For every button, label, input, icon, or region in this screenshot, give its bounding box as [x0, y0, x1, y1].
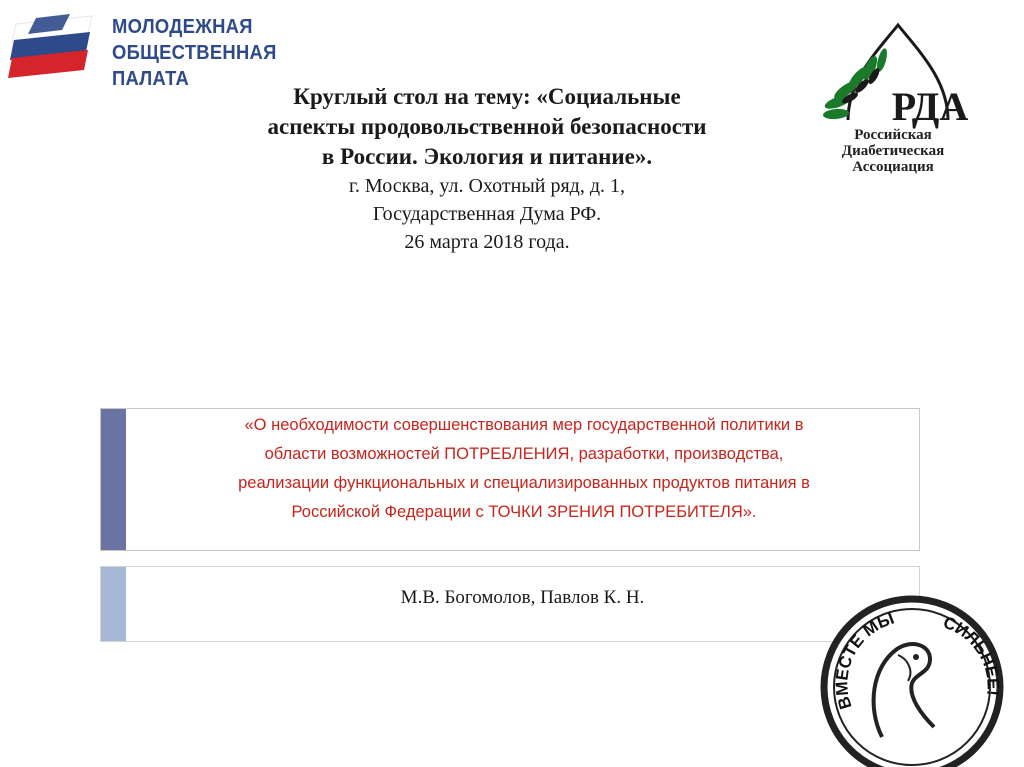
topic-accent-bar — [101, 409, 126, 550]
stamp-text-bottom: СИЛЬНЕЕ! — [940, 612, 1003, 697]
stamp-icon — [812, 587, 1008, 767]
title-line: Круглый стол на тему: «Социальные — [293, 84, 681, 109]
authors-accent-bar — [101, 567, 126, 641]
topic-text — [133, 411, 915, 527]
authors-box — [100, 566, 920, 642]
event-date: 26 марта 2018 года. — [404, 231, 570, 253]
stamp-text-top: ВМЕСТЕ МЫ — [832, 608, 897, 712]
rda-monogram: РДА — [891, 84, 969, 129]
rda-caption-line: Российская — [854, 127, 932, 143]
rda-caption — [818, 127, 968, 175]
topic-line: Российской Федерации с ТОЧКИ ЗРЕНИЯ ПОТРЕБИТЕЛЯ». — [291, 503, 757, 521]
title-line: в России. Экология и питание». — [321, 144, 653, 169]
rda-caption-line: Ассоциация — [852, 159, 934, 175]
org-logo-text — [112, 14, 277, 92]
title-line: аспекты продовольственной безопасности — [267, 114, 707, 139]
topic-box — [100, 408, 920, 551]
flag-logo-icon — [6, 12, 102, 82]
topic-line: области возможностей ПОТРЕБЛЕНИЯ, разработки, производства, — [264, 445, 784, 463]
org-logo-line: ОБЩЕСТВЕННАЯ — [112, 42, 277, 64]
org-logo-line: МОЛОДЕЖНАЯ — [112, 16, 253, 38]
title-block — [200, 82, 774, 256]
org-logo-line: ПАЛАТА — [112, 68, 190, 90]
location-line: Государственная Дума РФ. — [372, 203, 602, 225]
topic-line: «О необходимости совершенствования мер государственной политики в — [244, 416, 804, 434]
topic-line: реализации функциональных и специализированных продуктов питания в — [238, 474, 810, 492]
authors-text: М.В. Богомолов, Павлов К. Н. — [400, 587, 645, 608]
rda-caption-line: Диабетическая — [841, 143, 945, 159]
location-line: г. Москва, ул. Охотный ряд, д. 1, — [348, 175, 626, 197]
